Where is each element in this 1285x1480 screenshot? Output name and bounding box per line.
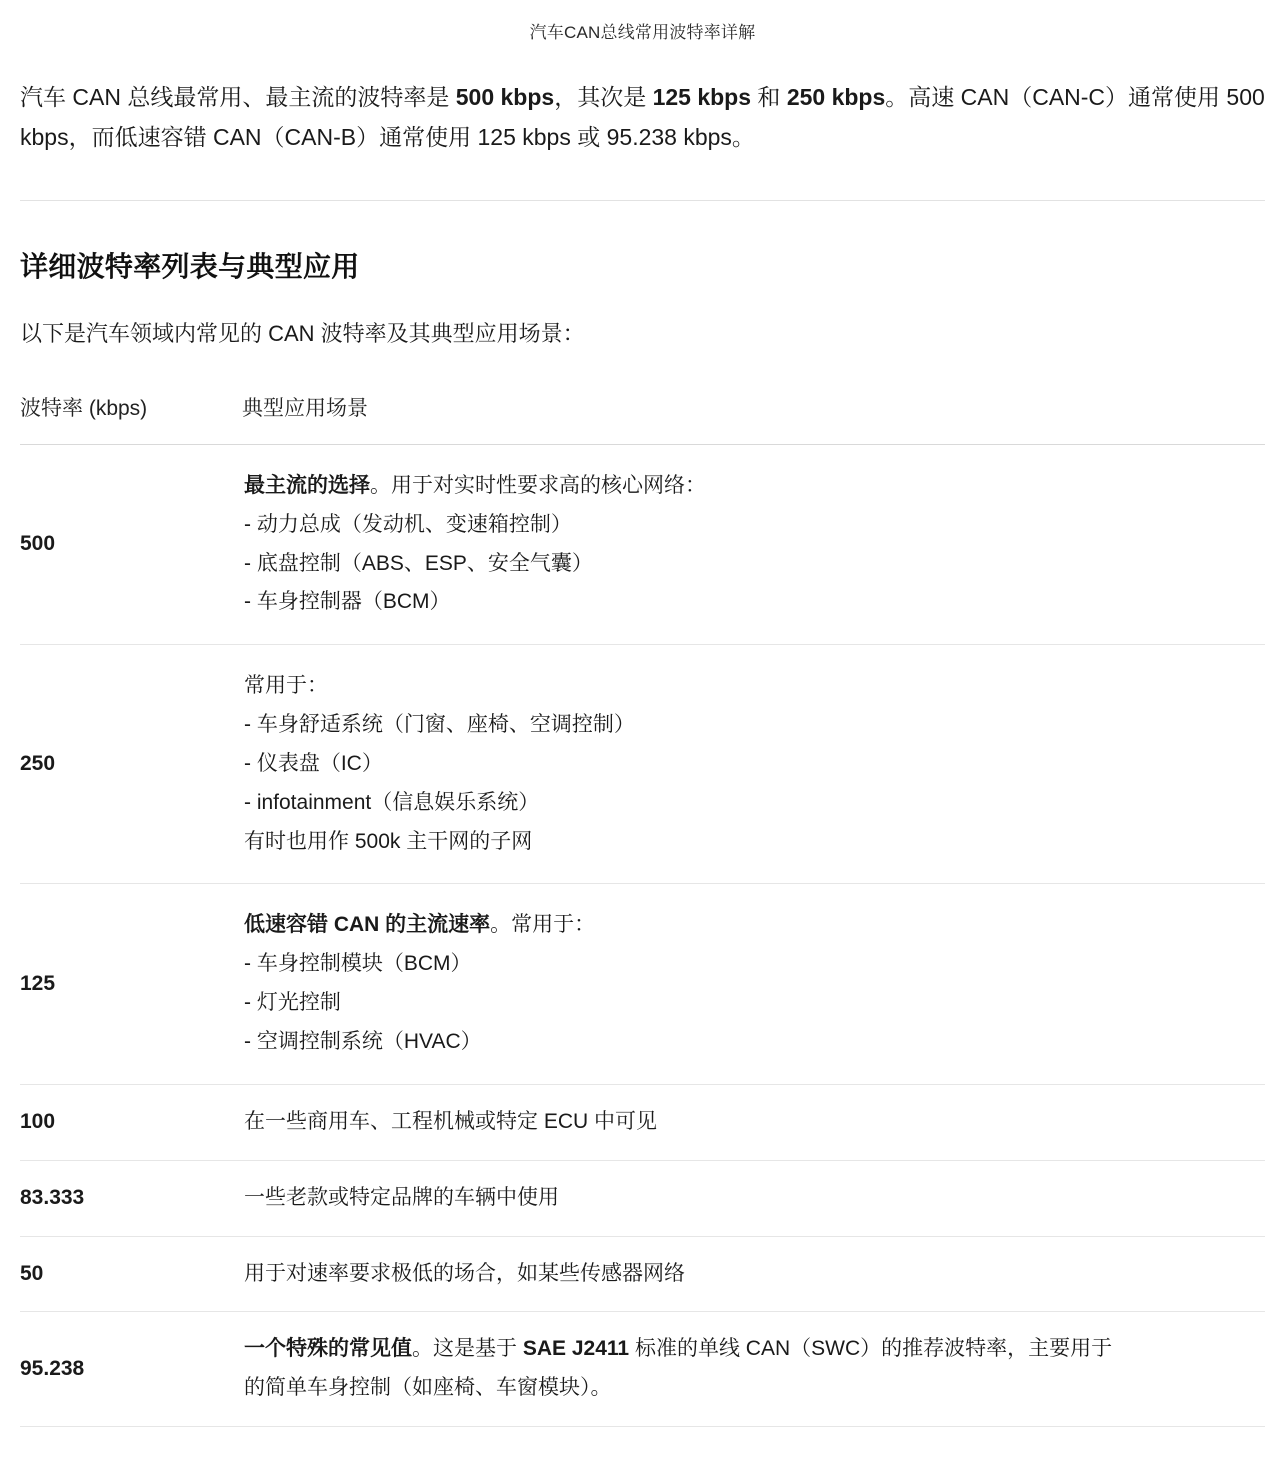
intro-paragraph: 汽车 CAN 总线最常用、最主流的波特率是 500 kbps，其次是 125 kbps 和 250 kbps。高速 CAN（CAN-C）通常使用 500 kbps，而低速容错 CAN（CAN-B）通常使用 125 kbps 或 95.238 kbps。 <box>20 84 1265 151</box>
cell-usage <box>242 444 1265 644</box>
usage-line: 低速容错 CAN 的主流速率。常用于： <box>244 913 596 937</box>
cell-baud-rate: 100 <box>20 1084 242 1160</box>
table-row <box>20 1236 1265 1312</box>
table-header <box>20 392 1265 445</box>
cell-baud-rate: 83.333 <box>20 1160 242 1236</box>
table-row <box>20 1312 1265 1427</box>
section-title: 详细波特率列表与典型应用 <box>20 250 360 282</box>
table-row <box>20 444 1265 644</box>
page-title: 汽车CAN总线常用波特率详解 <box>529 23 756 42</box>
cell-usage <box>242 1236 1265 1312</box>
usage-line: - 车身控制器（BCM） <box>244 590 451 614</box>
usage-line: - 底盘控制（ABS、ESP、安全气囊） <box>244 551 593 575</box>
usage-line: 在一些商用车、工程机械或特定 ECU 中可见 <box>244 1109 658 1133</box>
usage-line: - 车身舒适系统（门窗、座椅、空调控制） <box>244 713 635 737</box>
usage-line: - 灯光控制 <box>244 991 341 1015</box>
usage-line: - infotainment（信息娱乐系统） <box>244 790 540 814</box>
table-row <box>20 884 1265 1084</box>
column-header-usage: 典型应用场景 <box>242 392 1265 445</box>
table-row <box>20 1084 1265 1160</box>
usage-line: 一个特殊的常见值。这是基于 SAE J2411 标准的单线 CAN（SWC）的推荐波特率，主要用于 <box>244 1337 1113 1361</box>
usage-line: 一些老款或特定品牌的车辆中使用 <box>244 1185 559 1209</box>
cell-usage <box>242 1160 1265 1236</box>
usage-line: 用于对速率要求极低的场合，如某些传感器网络 <box>244 1261 685 1285</box>
usage-line: 常用于： <box>244 674 328 698</box>
cell-baud-rate: 95.238 <box>20 1312 242 1427</box>
cell-baud-rate: 50 <box>20 1236 242 1312</box>
table-row <box>20 1160 1265 1236</box>
usage-line: 最主流的选择。用于对实时性要求高的核心网络： <box>244 473 706 497</box>
table-header-row <box>20 392 1265 445</box>
cell-usage <box>242 1312 1265 1427</box>
cell-usage <box>242 1084 1265 1160</box>
usage-line: - 空调控制系统（HVAC） <box>244 1030 482 1054</box>
usage-line: - 车身控制模块（BCM） <box>244 952 472 976</box>
cell-usage <box>242 645 1265 884</box>
cell-baud-rate: 500 <box>20 444 242 644</box>
usage-line: - 仪表盘（IC） <box>244 751 383 775</box>
baud-rate-table <box>20 392 1265 1427</box>
section-divider <box>20 200 1265 201</box>
table-body <box>20 444 1265 1426</box>
cell-usage <box>242 884 1265 1084</box>
usage-line: 的简单车身控制（如座椅、车窗模块）。 <box>244 1376 612 1400</box>
column-header-rate: 波特率 (kbps) <box>20 392 242 445</box>
cell-baud-rate: 125 <box>20 884 242 1084</box>
section-lead: 以下是汽车领域内常见的 CAN 波特率及其典型应用场景： <box>20 320 585 346</box>
usage-line: - 动力总成（发动机、变速箱控制） <box>244 512 572 536</box>
cell-baud-rate: 250 <box>20 645 242 884</box>
usage-line: 有时也用作 500k 主干网的子网 <box>244 829 533 853</box>
table-row <box>20 645 1265 884</box>
